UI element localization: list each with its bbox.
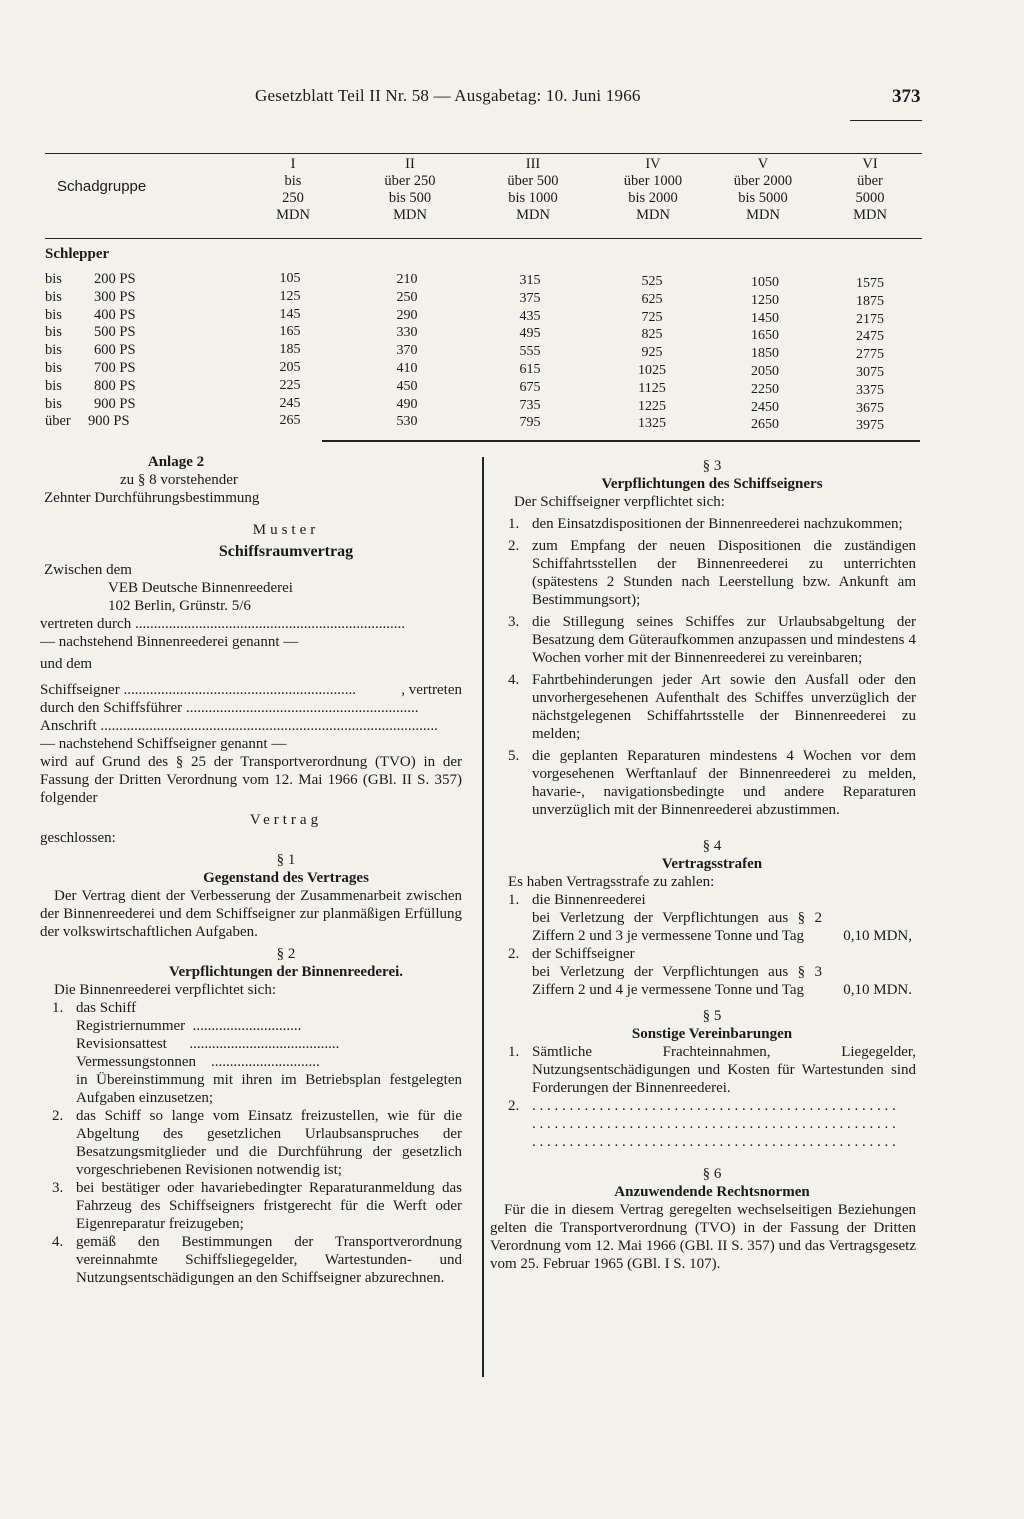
- table-cell: 315: [519, 273, 541, 288]
- section-4-intro: Es haben Vertragsstrafe zu zahlen:: [508, 874, 715, 890]
- table-cell: 3075: [856, 365, 884, 380]
- table-group-label: Schlepper: [45, 246, 110, 262]
- table-cell: 205: [279, 360, 301, 375]
- schiffsfuehrer-line: durch den Schiffsführer ..............................................................: [40, 700, 419, 716]
- page-header: Gesetzblatt Teil II Nr. 58 — Ausgabetag: 10. Juni 1966: [255, 86, 641, 105]
- section-3-intro: Der Schiffseigner verpflichtet sich:: [514, 494, 725, 510]
- table-cell: 375: [519, 290, 541, 306]
- section-6-number: § 6: [702, 1166, 722, 1182]
- row-horsepower: 800 PS: [94, 377, 136, 394]
- section-3-number: § 3: [702, 458, 722, 474]
- table-column-header: IV über 1000 bis 2000 MDN: [623, 156, 683, 223]
- row-prefix: bis: [45, 395, 62, 412]
- row-horsepower: 200 PS: [94, 271, 136, 287]
- section-5-title: Sonstige Vereinbarungen: [631, 1026, 793, 1042]
- table-cell: 410: [396, 361, 418, 376]
- section-1-title: Gegenstand des Vertrages: [203, 870, 369, 886]
- section-4-item-2: 2. der Schiffseigner bei Verletzung der Verpflichtungen aus § 3 Ziffern 2 und 4 je vermessene Tonne und Tag 0,10 MDN.: [508, 946, 912, 998]
- table-cell: 2175: [856, 311, 884, 327]
- vertrag-label: Vertrag: [249, 812, 323, 828]
- table-column-header: II über 250 bis 500 MDN: [384, 156, 436, 223]
- section-3-item: 3. die Stillegung seines Schiffes zur Urlaubsabgeltung der Besatzung dem Güteraufkommen anzupassen und mindestens 4 Wochen vorher mit der Binnenreederei zu vereinbaren;: [508, 614, 916, 666]
- section-1-text: Der Vertrag dient der Verbesserung der Zusammenarbeit zwischen der Binnenreederei und dem Schiffseigner zur planmäßigen Erfüllung der volkswirtschaftlichen Aufgaben.: [40, 888, 462, 940]
- table-row: [0, 342, 1024, 363]
- section-5-number: § 5: [702, 1008, 722, 1024]
- section-3-items: [508, 515, 916, 819]
- genannt-binnenreederei: — nachstehend Binnenreederei genannt —: [40, 634, 299, 650]
- row-horsepower: 900 PS: [88, 413, 130, 430]
- table-cell: 225: [279, 377, 301, 393]
- section-4-item-1: 1. die Binnenreederei bei Verletzung der Verpflichtungen aus § 2 Ziffern 2 und 3 je vermessene Tonne und Tag 0,10 MDN,: [508, 892, 912, 944]
- geschlossen-text: geschlossen:: [40, 830, 116, 846]
- table-cell: 1225: [638, 398, 666, 414]
- table-cell: 675: [519, 379, 541, 395]
- table-cell: 1450: [751, 310, 779, 326]
- section-5-item-1: 1. Sämtliche Frachteinnahmen, Liegegelder, Nutzungsentschädigungen und Kosten für Wartestunden sind Forderungen der Binnenreederei.: [508, 1044, 916, 1096]
- row-horsepower: 400 PS: [94, 306, 136, 323]
- table-cell: 925: [641, 345, 663, 361]
- table-row: [0, 271, 1024, 289]
- left-column: [40, 453, 462, 1287]
- anlage-ref-2: Zehnter Durchführungsbestimmung: [44, 490, 260, 506]
- table-header-rule: [45, 238, 922, 239]
- section-2-title: Verpflichtungen der Binnenreederei.: [168, 964, 404, 980]
- table-cell: 3375: [856, 382, 884, 398]
- section-3-item: 1. den Einsatzdispositionen der Binnenreederei nachzukommen;: [508, 516, 903, 532]
- section-5-blank-line-2: . . . . . . . . . . . . . . . . . . . . . . . . . . . . . . . . . . . . . . . . . . . . . . . . .: [532, 1134, 896, 1150]
- section-2-item-1: 1. das Schiff Registriernummer ............................. Revisionsattest ........................................ Vermessungstonnen ............................. in Übereinstimmung mit ihren im Betriebsplan festgelegten Aufgaben einzusetzen;: [52, 1000, 462, 1106]
- table-cell: 210: [396, 272, 418, 287]
- party-address: 102 Berlin, Grünstr. 5/6: [108, 598, 251, 614]
- table-cell: 330: [396, 325, 418, 341]
- row-prefix: über: [45, 413, 71, 430]
- right-column: [490, 457, 916, 1273]
- section-6-title: Anzuwendende Rechtsnormen: [614, 1184, 810, 1200]
- table-cell: 725: [641, 309, 663, 325]
- table-column-header: III über 500 bis 1000 MDN: [507, 156, 559, 223]
- table-cell: 2450: [751, 399, 779, 415]
- zwischen-text: Zwischen dem: [44, 562, 132, 578]
- table-cell: 2050: [751, 364, 779, 379]
- table-row: [0, 378, 1024, 396]
- table-row-header: Schadgruppe: [57, 178, 147, 195]
- row-prefix: bis: [45, 377, 62, 394]
- table-column-header: I bis 250 MDN: [276, 156, 310, 223]
- table-cell: 185: [279, 342, 301, 358]
- table-cell: 625: [641, 291, 663, 307]
- penalty-amount-1: 0,10 MDN,: [843, 928, 912, 944]
- section-2-number: § 2: [276, 946, 296, 962]
- table-cell: 105: [279, 271, 301, 286]
- party-name: VEB Deutsche Binnenreederei: [108, 580, 293, 596]
- table-cell: 525: [641, 274, 663, 289]
- section-3-item: 2. zum Empfang der neuen Dispositionen die zuständigen Schiffahrtsstellen der Binnenreederei zu unterrichten (spätestens 2 Stunden nach Leerstellung bzw. Ankunft am Bestimmungsort);: [508, 538, 916, 608]
- section-4-number: § 4: [702, 838, 722, 854]
- table-cell: 615: [519, 362, 541, 377]
- table-cell: 1025: [638, 363, 666, 378]
- genannt-schiffseigner: — nachstehend Schiffseigner genannt —: [40, 736, 287, 752]
- table-row: [0, 289, 1024, 307]
- row-prefix: bis: [45, 306, 62, 323]
- section-2-item-3: 3. bei bestätiger oder havariebedingter Reparaturanmeldung das Fahrzeug des Schiffseigners fristgerecht für die Werft oder Eigenreparatur freizugeben;: [52, 1180, 462, 1232]
- section-1-number: § 1: [276, 852, 296, 868]
- row-horsepower: 500 PS: [94, 324, 136, 341]
- table-row: [0, 307, 1024, 325]
- vertreten-durch-line: vertreten durch ........................................................................: [40, 616, 405, 632]
- table-top-rule: [45, 153, 922, 154]
- row-horsepower: 300 PS: [94, 288, 136, 305]
- table-column-header: V über 2000 bis 5000 MDN: [733, 156, 793, 223]
- table-cell: 530: [396, 414, 418, 430]
- table-cell: 2250: [751, 381, 779, 397]
- table-cell: 495: [519, 326, 541, 342]
- row-prefix: bis: [45, 360, 62, 376]
- table-cell: 1875: [856, 293, 884, 309]
- table-cell: 1650: [751, 328, 779, 344]
- row-prefix: bis: [45, 288, 62, 305]
- table-cell: 450: [396, 378, 418, 394]
- table-bottom-rule: [322, 440, 920, 442]
- row-horsepower: 700 PS: [94, 360, 136, 376]
- table-cell: 795: [519, 415, 541, 431]
- table-cell: 265: [279, 413, 301, 429]
- table-cell: 1050: [751, 275, 779, 290]
- table-cell: 825: [641, 327, 663, 343]
- section-2-item-2: 2. das Schiff so lange vom Einsatz freizustellen, wie für die Abgeltung des gesetzlichen Urlaubsanspruches der Besatzungsmitglieder und die Durchführung der gesetzlich vorgeschriebenen Revisionen notwendig ist;: [52, 1108, 462, 1178]
- header-rule: [850, 120, 922, 121]
- section-2-intro: Die Binnenreederei verpflichtet sich:: [54, 982, 276, 998]
- table-cell: 290: [396, 307, 418, 323]
- row-prefix: bis: [45, 324, 62, 341]
- table-cell: 3675: [856, 400, 884, 416]
- und-dem-text: und dem: [40, 656, 93, 672]
- table-cell: 2650: [751, 417, 779, 433]
- table-cell: 125: [279, 288, 301, 304]
- table-cell: 165: [279, 324, 301, 340]
- table-cell: 1125: [638, 380, 666, 396]
- section-3-item: 4. Fahrtbehinderungen jeder Art sowie den Ausfall oder den unvorhergesehenen Aufenthalt des Schiffes unverzüglich der nächstgelegenen Schiffahrtsstelle der Binnenreederei zu melden;: [508, 672, 916, 742]
- anschrift-line: Anschrift ..........................................................................................: [40, 718, 438, 734]
- table-cell: 555: [519, 344, 541, 360]
- anlage-label: Anlage 2: [147, 454, 205, 470]
- table-cell: 2775: [856, 347, 884, 363]
- table-cell: 435: [519, 308, 541, 324]
- row-prefix: bis: [45, 342, 62, 359]
- table-row: [0, 360, 1024, 378]
- section-5-item-2: 2. . . . . . . . . . . . . . . . . . . . . . . . . . . . . . . . . . . . . . . . . . . . . . . . . .: [508, 1098, 896, 1114]
- table-cell: 735: [519, 397, 541, 413]
- table-cell: 1325: [638, 416, 666, 432]
- section-2-item-4: 4. gemäß den Bestimmungen der Transportverordnung vereinnahmte Schiffsliegegelder, Wartestunden- und Nutzungsentschädigungen an den Schiffseigner abzurechnen.: [52, 1234, 462, 1286]
- table-row: [0, 396, 1024, 414]
- section-4-title: Vertragsstrafen: [661, 856, 763, 872]
- section-3-item: 5. die geplanten Reparaturen mindestens 4 Wochen vor dem vorgesehenen Werftanlauf der Binnenreederei zu melden, havarie-, navigationsbedingte und andere Reparaturen unverzüglich mit der Binnenreederei abzustimmen.: [508, 748, 916, 818]
- table-cell: 1850: [751, 346, 779, 362]
- table-row: [0, 324, 1024, 345]
- muster-label: Muster: [252, 522, 320, 538]
- table-cell: 3975: [856, 418, 884, 434]
- table-cell: 1575: [856, 276, 884, 291]
- document-title: Schiffsraumvertrag: [218, 543, 354, 560]
- section-5-blank-line-1: . . . . . . . . . . . . . . . . . . . . . . . . . . . . . . . . . . . . . . . . . . . . . . . . .: [532, 1116, 896, 1132]
- row-horsepower: 900 PS: [94, 395, 136, 412]
- section-6-text: Für die in diesem Vertrag geregelten wechselseitigen Beziehungen gelten die Transportverordnung (TVO) in der Fassung der Dritten Verordnung vom 12. Mai 1966 (GBl. II S. 357) und das Vertragsgesetz vom 25. Februar 1965 (GBl. I S. 107).: [490, 1202, 916, 1272]
- table-row: [0, 413, 1024, 434]
- row-horsepower: 600 PS: [94, 342, 136, 359]
- column-divider: [482, 457, 484, 1377]
- row-prefix: bis: [45, 271, 62, 287]
- table-cell: 250: [396, 289, 418, 305]
- table-cell: 2475: [856, 329, 884, 345]
- table-cell: 245: [279, 395, 301, 411]
- table-cell: 370: [396, 343, 418, 359]
- grund-text: wird auf Grund des § 25 der Transportverordnung (TVO) in der Fassung der Dritten Verordnung vom 12. Mai 1966 (GBl. II S. 357) folgender: [40, 754, 462, 806]
- table-cell: 490: [396, 396, 418, 412]
- table-column-header: VI über 5000 MDN: [853, 156, 887, 223]
- page-number: 373: [892, 86, 921, 107]
- schiffseigner-line: Schiffseigner .............................................................. , vertreten: [40, 682, 462, 698]
- table-cell: 1250: [751, 292, 779, 308]
- section-3-title: Verpflichtungen des Schiffseigners: [601, 476, 823, 492]
- anlage-ref-1: zu § 8 vorstehender: [120, 472, 238, 488]
- table-cell: 145: [279, 306, 301, 322]
- penalty-amount-2: 0,10 MDN.: [843, 982, 912, 998]
